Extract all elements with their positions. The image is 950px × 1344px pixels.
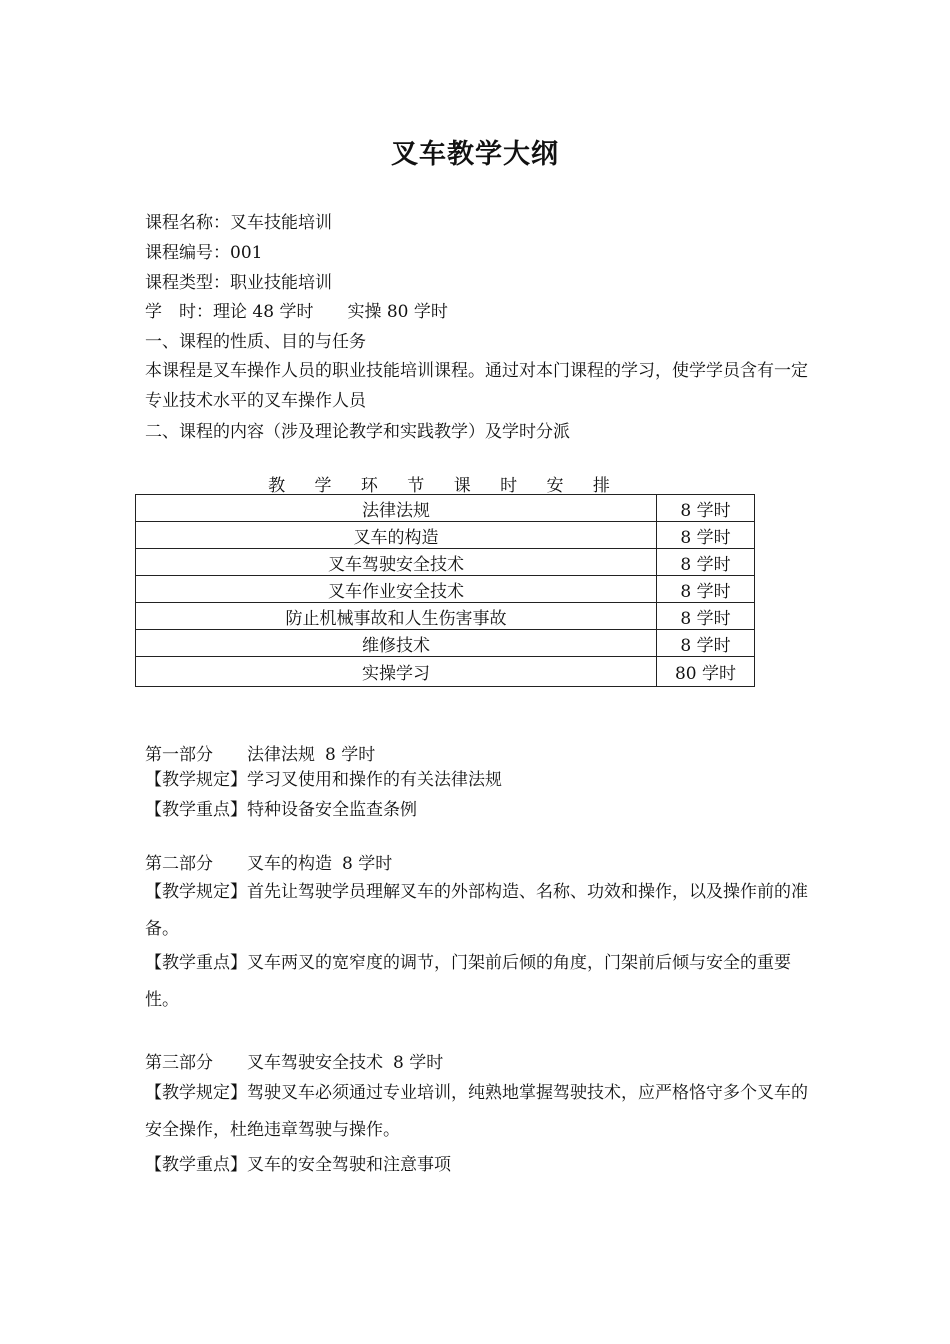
schedule-hours: 8 学时 [657,603,755,630]
course-name: 课程名称：叉车技能培训 [145,213,332,233]
course-hours [145,301,448,323]
part3-heading [145,1052,443,1074]
section1-body: 本课程是叉车操作人员的职业技能培训课程。通过对本门课程的学习，使学学员含有一定专业技术水平的叉车操作人员 [145,361,808,411]
course-hours-label: 学 时： [145,302,213,322]
part1-requirement: 【教学规定】学习叉使用和操作的有关法律法规 [145,770,502,790]
part3-requirement: 【教学规定】驾驶叉车必须通过专业培训，纯熟地掌握驾驶技术，应严格恪守多个叉车的安全操作，杜绝违章驾驶与操作。 [145,1083,808,1140]
course-hours-practice: 实操 80 学时 [347,302,448,322]
schedule-hours: 8 学时 [657,522,755,549]
schedule-hours: 8 学时 [657,495,755,522]
part-label: 第二部分 [145,854,213,874]
table-row [136,657,755,687]
section2-heading: 二、课程的内容（涉及理论教学和实践教学）及学时分派 [145,422,570,442]
schedule-topic: 叉车作业安全技术 [136,576,657,603]
schedule-caption: 教 学 环 节 课 时 安 排 [268,476,622,496]
schedule-hours: 8 学时 [657,630,755,657]
schedule-topic: 法律法规 [136,495,657,522]
part3-focus: 【教学重点】叉车的安全驾驶和注意事项 [145,1155,451,1175]
part-hours: 8 学时 [342,854,393,874]
part2-focus: 【教学重点】叉车两叉的宽窄度的调节，门架前后倾的角度，门架前后倾与安全的重要性。 [145,953,791,1010]
part-hours: 8 学时 [393,1053,444,1073]
part2-requirement: 【教学规定】首先让驾驶学员理解叉车的外部构造、名称、功效和操作，以及操作前的准备。 [145,882,808,939]
schedule-topic: 叉车的构造 [136,522,657,549]
part-label: 第一部分 [145,745,213,765]
schedule-topic: 防止机械事故和人生伤害事故 [136,603,657,630]
schedule-topic: 维修技术 [136,630,657,657]
course-type: 课程类型：职业技能培训 [145,273,332,293]
part-title: 法律法规 [247,745,315,765]
schedule-hours: 80 学时 [657,657,755,687]
part-hours: 8 学时 [325,745,376,765]
table-row [136,522,755,549]
part1-heading [145,744,375,766]
schedule-hours: 8 学时 [657,549,755,576]
part-title: 叉车的构造 [247,854,332,874]
schedule-topic: 实操学习 [136,657,657,687]
table-row [136,576,755,603]
table-row [136,630,755,657]
course-hours-theory: 理论 48 学时 [213,302,314,322]
table-row [136,495,755,522]
schedule-hours: 8 学时 [657,576,755,603]
part1-focus: 【教学重点】特种设备安全监查条例 [145,800,417,820]
section1-heading: 一、课程的性质、目的与任务 [145,332,366,352]
schedule-table [135,494,755,687]
part-title: 叉车驾驶安全技术 [247,1053,383,1073]
schedule-topic: 叉车驾驶安全技术 [136,549,657,576]
part-label: 第三部分 [145,1053,213,1073]
table-row [136,549,755,576]
table-row [136,603,755,630]
document-title: 叉车教学大纲 [391,139,559,170]
course-code: 课程编号：001 [145,243,263,263]
part2-heading [145,853,392,875]
